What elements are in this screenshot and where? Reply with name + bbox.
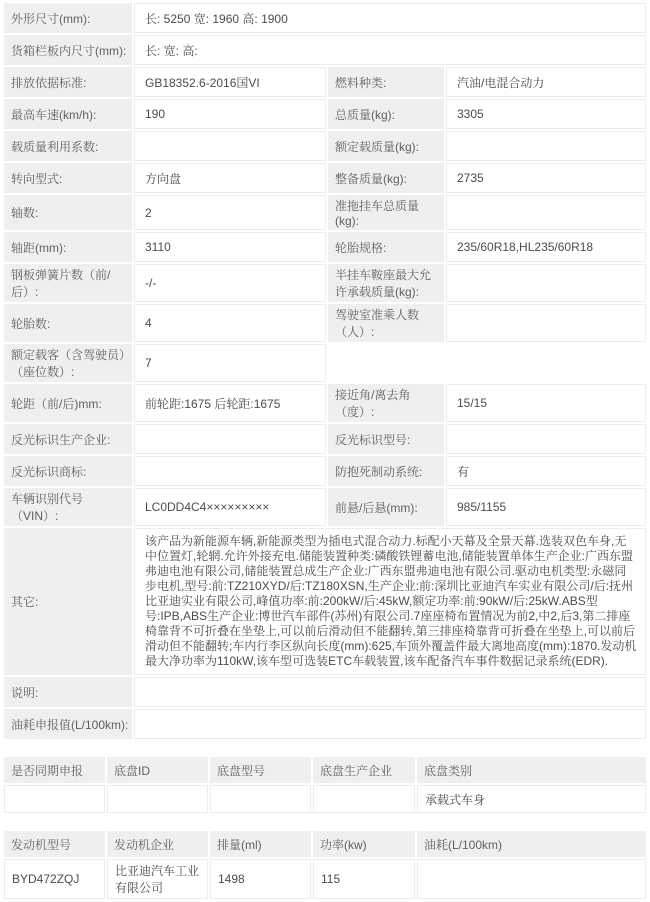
- spec-row: [4, 264, 646, 302]
- spec-value: LC0DD4C4×××××××××: [134, 488, 326, 526]
- chassis-header-cell: 底盘生产企业: [313, 757, 415, 783]
- spec-row: [4, 35, 646, 65]
- spec-label: 半挂车鞍座最大允许承载质量(kg):: [328, 264, 444, 302]
- spec-label: 轮胎数:: [4, 304, 132, 342]
- spec-value: 方向盘: [134, 163, 326, 193]
- spec-value: 长: 宽: 高:: [134, 35, 646, 65]
- spec-row: [4, 488, 646, 526]
- engine-header-cell: 排量(ml): [210, 831, 311, 857]
- engine-header-cell: 油耗(L/100km): [417, 831, 646, 857]
- spec-row: [4, 456, 646, 486]
- spec-value: [134, 709, 646, 739]
- spec-blank-cell: [328, 344, 444, 382]
- engine-header-cell: 发动机型号: [4, 831, 105, 857]
- spec-label: 最高车速(km/h):: [4, 99, 132, 129]
- spec-label: 钢板弹簧片数（前/后）:: [4, 264, 132, 302]
- spec-label: 油耗申报值(L/100km):: [4, 709, 132, 739]
- chassis-row: [4, 785, 646, 813]
- spec-label: 货箱栏板内尺寸(mm):: [4, 35, 132, 65]
- spec-value: [134, 456, 326, 486]
- spec-row: [4, 163, 646, 193]
- spec-value: 前轮距:1675 后轮距:1675: [134, 384, 326, 422]
- spec-label: 额定载客（含驾驶员）（座位数）:: [4, 344, 132, 382]
- chassis-cell: [313, 785, 415, 813]
- engine-table: [2, 829, 648, 901]
- table-gap: [2, 815, 648, 829]
- spec-label: 驾驶室准乘人数（人）:: [328, 304, 444, 342]
- spec-row: [4, 304, 646, 342]
- spec-label: 其它:: [4, 528, 132, 675]
- spec-label: 轮距（前/后)mm:: [4, 384, 132, 422]
- engine-cell: 比亚迪汽车工业有限公司: [107, 859, 208, 899]
- spec-label: 反光标识商标:: [4, 456, 132, 486]
- spec-label: 排放依据标准:: [4, 67, 132, 97]
- spec-value: [134, 677, 646, 707]
- spec-label: 防抱死制动系统:: [328, 456, 444, 486]
- spec-label: 外形尺寸(mm):: [4, 3, 132, 33]
- chassis-cell: [4, 785, 105, 813]
- spec-value: 3305: [446, 99, 646, 129]
- spec-row: [4, 709, 646, 739]
- spec-label: 反光标识型号:: [328, 424, 444, 454]
- spec-row: [4, 424, 646, 454]
- spec-row: [4, 3, 646, 33]
- spec-value: 985/1155: [446, 488, 646, 526]
- spec-value: 2735: [446, 163, 646, 193]
- spec-row: [4, 131, 646, 161]
- spec-row: [4, 528, 646, 675]
- spec-row: [4, 67, 646, 97]
- spec-label: 车辆识别代号（VIN）:: [4, 488, 132, 526]
- spec-label: 说明:: [4, 677, 132, 707]
- spec-value: 长: 5250 宽: 1960 高: 1900: [134, 3, 646, 33]
- engine-cell: BYD472ZQJ: [4, 859, 105, 899]
- spec-value: [134, 131, 326, 161]
- engine-row: [4, 859, 646, 899]
- spec-value: 该产品为新能源车辆,新能源类型为插电式混合动力.标配小天幕及全景天幕.选装双色车身,无中位置灯,轮辋.允许外接充电.储能装置种类:磷酸铁锂蓄电池,储能装置单体生产企业:广西东盟弗迪电池有限公司,储能装置总成生产企业:广西东盟弗迪电池有限公司.驱动电机类型:永磁同步电机,型号:前:TZ210XYD/后:TZ180XSN,生产企业:前:深圳比亚迪汽车实业有限公司/后:抚州比亚迪实业有限公司,峰值功率:前:200kW/后:45kW,额定功率:前:90kW/后:25kW.ABS型号:IPB,ABS生产企业:博世汽车部件(苏州)有限公司.7座座椅布置情况为前2,中2,后3,第二排座椅靠背不可折叠在坐垫上,可以前后滑动但不能翻转,第三排座椅靠背可折叠在坐垫上,可以前后滑动但不能翻转;车内行李区纵向长度(mm):625,车顶外覆盖件最大离地高度(mm):1870.发动机最大净功率为110kW,该车型可选装ETC车载装置,该车配备汽车事件数据记录系统(EDR).: [134, 528, 646, 675]
- spec-label: 额定载质量(kg):: [328, 131, 444, 161]
- chassis-header-row: [4, 757, 646, 783]
- spec-value: [446, 195, 646, 230]
- spec-label: 反光标识生产企业:: [4, 424, 132, 454]
- chassis-header-cell: 是否同期申报: [4, 757, 105, 783]
- table-gap: [2, 741, 648, 755]
- spec-value: 235/60R18,HL235/60R18: [446, 232, 646, 262]
- spec-row: [4, 99, 646, 129]
- spec-value: [134, 424, 326, 454]
- spec-row: [4, 232, 646, 262]
- chassis-cell: 承载式车身: [417, 785, 646, 813]
- spec-value: -/-: [134, 264, 326, 302]
- chassis-table: [2, 755, 648, 815]
- engine-cell: 1498: [210, 859, 311, 899]
- vehicle-spec-table: [2, 1, 648, 741]
- spec-value: 汽油/电混合动力: [446, 67, 646, 97]
- spec-label: 整备质量(kg):: [328, 163, 444, 193]
- spec-row: [4, 677, 646, 707]
- engine-header-cell: 功率(kw): [313, 831, 415, 857]
- spec-value: GB18352.6-2016国VI: [134, 67, 326, 97]
- spec-label: 轴距(mm):: [4, 232, 132, 262]
- spec-row: [4, 344, 646, 382]
- spec-value: [446, 424, 646, 454]
- spec-label: 转向型式:: [4, 163, 132, 193]
- spec-label: 轴数:: [4, 195, 132, 230]
- engine-cell: 115: [313, 859, 415, 899]
- spec-label: 准拖挂车总质量(kg):: [328, 195, 444, 230]
- spec-value: 2: [134, 195, 326, 230]
- spec-label: 前悬/后悬(mm):: [328, 488, 444, 526]
- chassis-header-cell: 底盘ID: [107, 757, 208, 783]
- spec-value: [446, 131, 646, 161]
- spec-blank-cell: [446, 344, 646, 382]
- chassis-cell: [210, 785, 311, 813]
- spec-value: 7: [134, 344, 326, 382]
- spec-value: 190: [134, 99, 326, 129]
- spec-label: 接近角/离去角（度）:: [328, 384, 444, 422]
- spec-value: 3110: [134, 232, 326, 262]
- spec-value: [446, 304, 646, 342]
- spec-label: 燃料种类:: [328, 67, 444, 97]
- spec-value: 4: [134, 304, 326, 342]
- spec-label: 总质量(kg):: [328, 99, 444, 129]
- engine-header-row: [4, 831, 646, 857]
- spec-label: 轮胎规格:: [328, 232, 444, 262]
- spec-value: 15/15: [446, 384, 646, 422]
- engine-cell: [417, 859, 646, 899]
- spec-label: 载质量利用系数:: [4, 131, 132, 161]
- chassis-header-cell: 底盘类别: [417, 757, 646, 783]
- spec-value: [446, 264, 646, 302]
- spec-row: [4, 384, 646, 422]
- chassis-cell: [107, 785, 208, 813]
- spec-row: [4, 195, 646, 230]
- spec-value: 有: [446, 456, 646, 486]
- chassis-header-cell: 底盘型号: [210, 757, 311, 783]
- engine-header-cell: 发动机企业: [107, 831, 208, 857]
